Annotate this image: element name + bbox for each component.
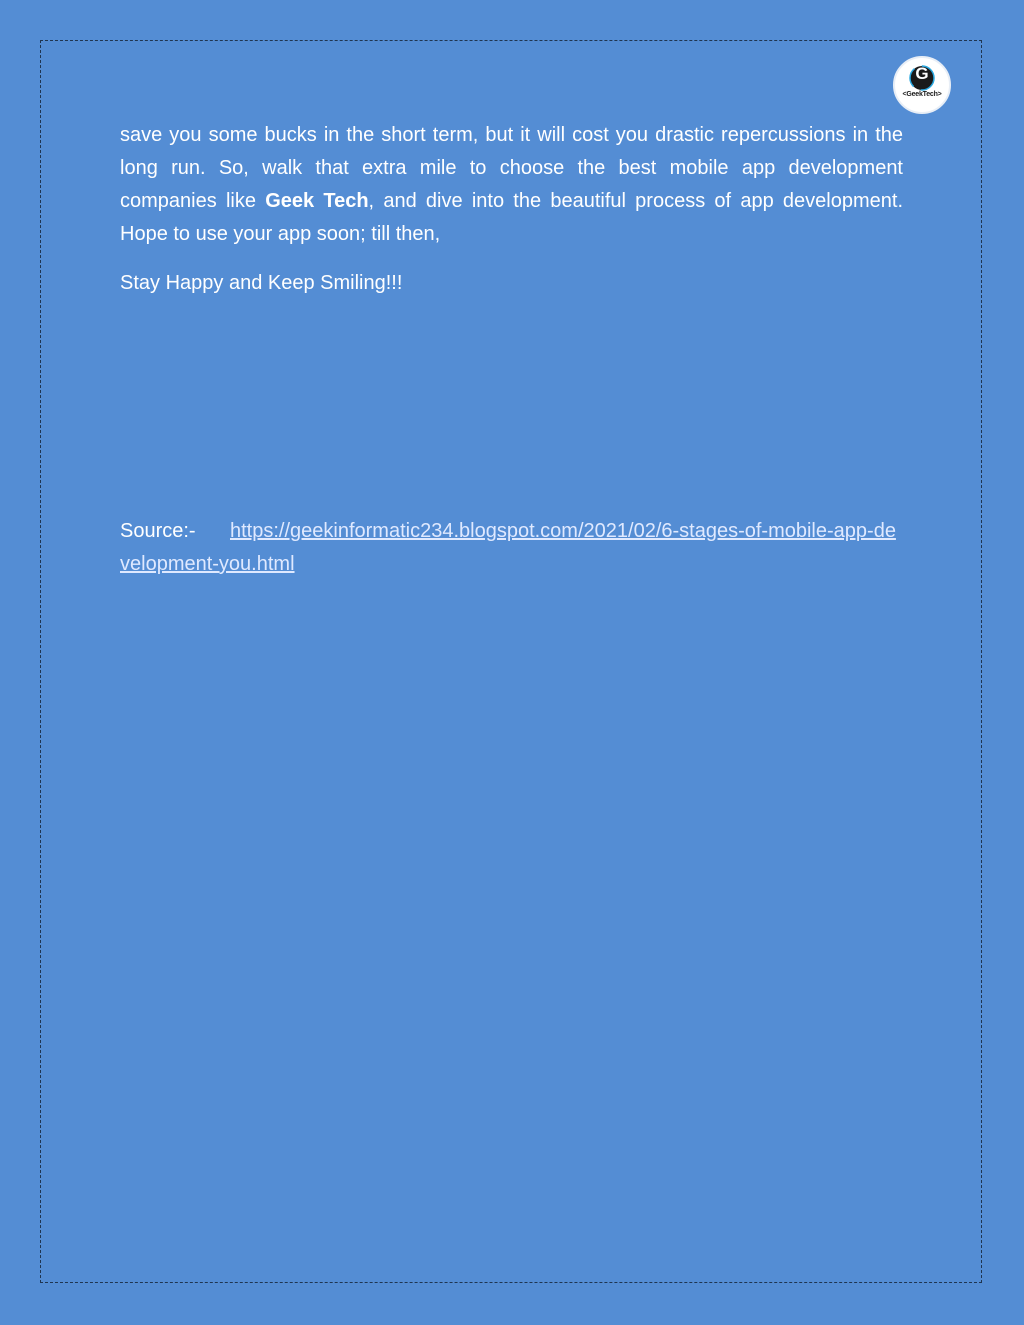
- body-content: [120, 119, 903, 300]
- source-block: [120, 515, 903, 581]
- logo-text: <GeekTech>: [902, 91, 942, 98]
- source-link[interactable]: https://geekinformatic234.blogspot.com/2021/02/6-stages-of-mobile-app-development-you.html: [120, 520, 896, 575]
- paragraph-text-1: save you some bucks in the short term, but it will cost you drastic repercussions in the long run. So, walk that extra mile to choose the best mobile app development companies like: [120, 124, 903, 212]
- source-label: Source:-: [120, 520, 196, 542]
- body-paragraph: [120, 119, 903, 251]
- logo-letter: G: [915, 64, 929, 83]
- paragraph-text-2: , and dive into the beautiful process of app development. Hope to use your app soon; till then,: [120, 190, 904, 245]
- brand-name: Geek Tech: [265, 190, 369, 212]
- closing-line: Stay Happy and Keep Smiling!!!: [120, 272, 403, 294]
